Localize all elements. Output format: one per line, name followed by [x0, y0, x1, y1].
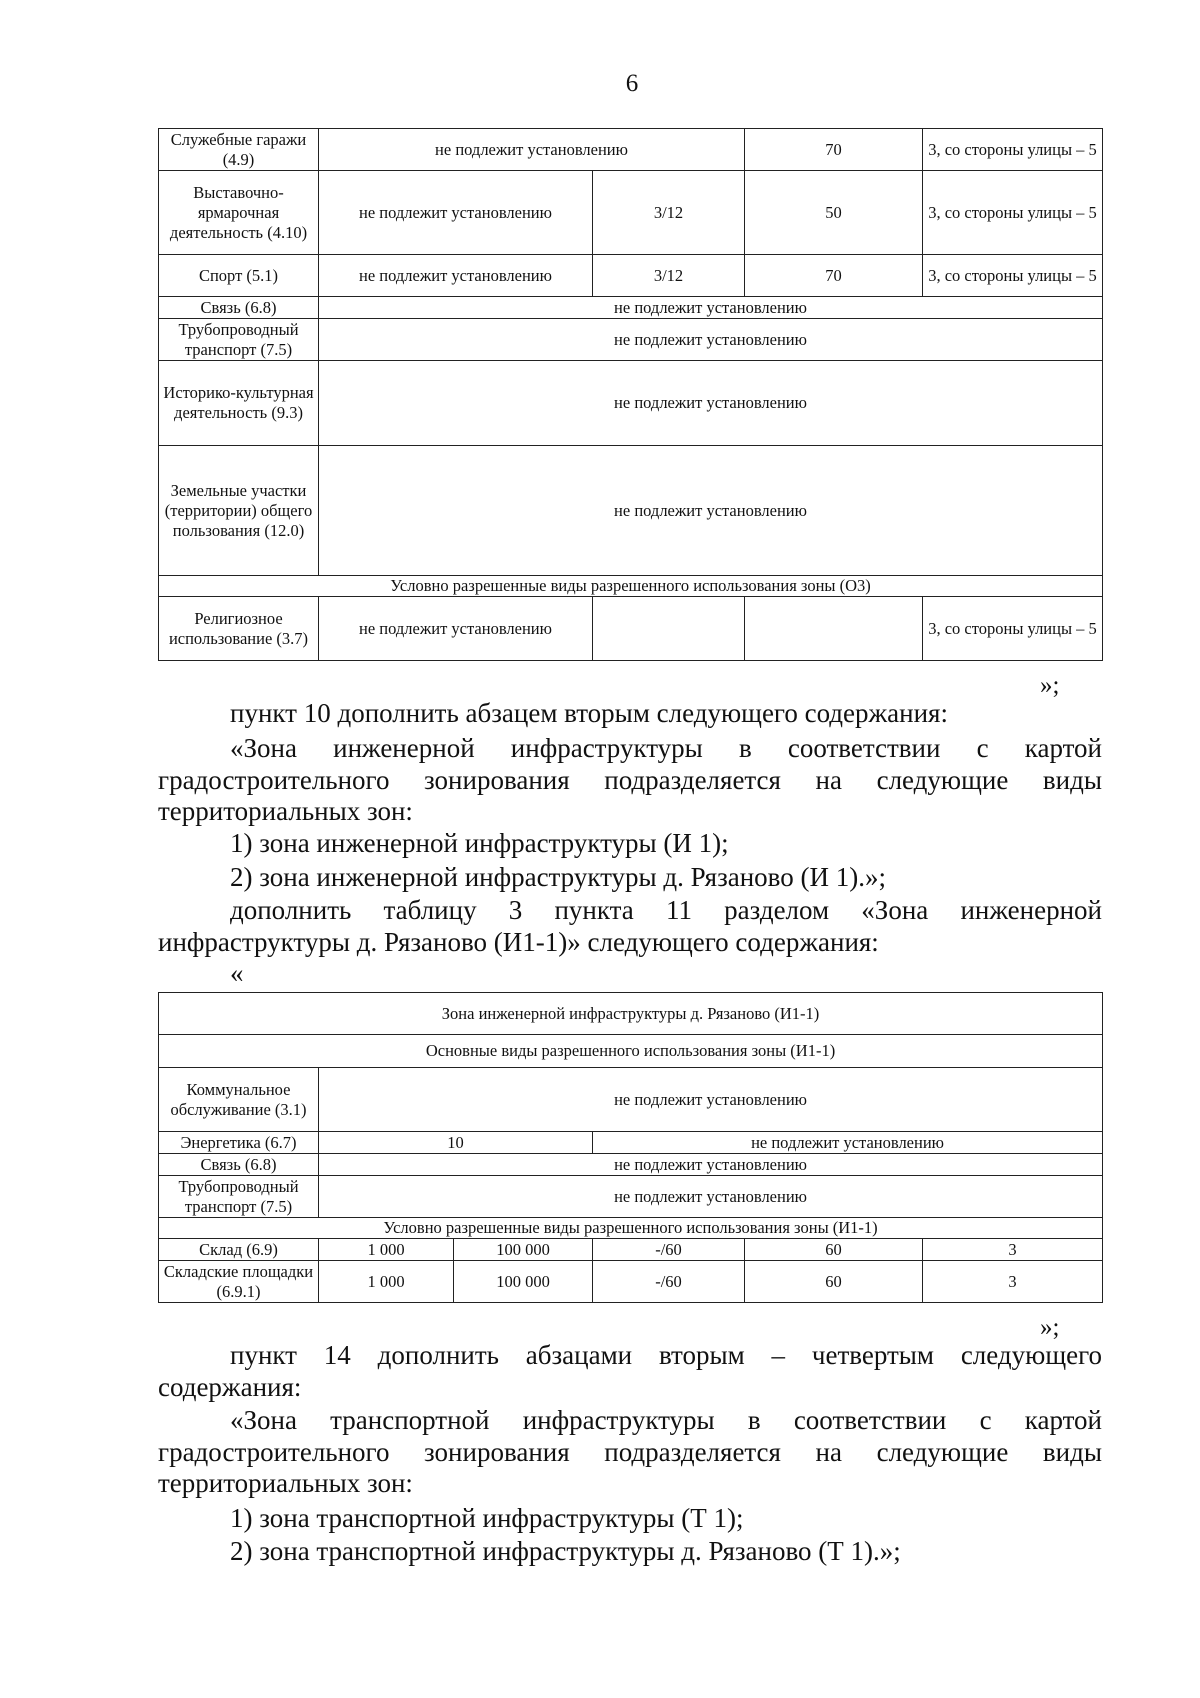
table-row [159, 319, 1103, 361]
cell-value: не подлежит установлению [319, 255, 593, 297]
row-name: Историко-культурная деятельность (9.3) [159, 361, 319, 446]
paragraph-engineering-zone: «Зона инженерной инфраструктуры в соответствии с картой градостроительного зонирования подразделяется на следующие виды территориальных зон: [158, 733, 1102, 826]
opening-quote: « [230, 958, 244, 988]
cell-value: 100 000 [454, 1239, 593, 1261]
row-name: Связь (6.8) [159, 1154, 319, 1176]
cell-value: 1 000 [319, 1239, 454, 1261]
section-heading: Условно разрешенные виды разрешенного использования зоны (И1-1) [159, 1218, 1103, 1239]
cell-value: 50 [745, 171, 923, 255]
row-name: Трубопроводный транспорт (7.5) [159, 319, 319, 361]
cell-value: 3, со стороны улицы – 5 [923, 171, 1103, 255]
cell-value: не подлежит установлению [319, 446, 1103, 576]
closing-quote: »; [1040, 1314, 1060, 1341]
cell-value: не подлежит установлению [319, 1154, 1103, 1176]
cell-value: 3, со стороны улицы – 5 [923, 129, 1103, 171]
zone-i1-1-table [158, 992, 1103, 1303]
row-name: Земельные участки (территории) общего пользования (12.0) [159, 446, 319, 576]
row-name: Складские площадки (6.9.1) [159, 1261, 319, 1303]
paragraph-add-table: дополнить таблицу 3 пункта 11 разделом «Зона инженерной инфраструктуры д. Рязаново (И1-1)» следующего содержания: [158, 895, 1102, 957]
cell-value: 100 000 [454, 1261, 593, 1303]
cell-value: 3/12 [593, 255, 745, 297]
table-row [159, 171, 1103, 255]
list-item: 1) зона инженерной инфраструктуры (И 1); [230, 828, 729, 858]
list-item: 2) зона инженерной инфраструктуры д. Рязаново (И 1).»; [230, 862, 886, 892]
cell-value: не подлежит установлению [319, 319, 1103, 361]
page-number: 6 [625, 70, 639, 97]
table-row [159, 297, 1103, 319]
cell-value: не подлежит установлению [593, 1132, 1103, 1154]
paragraph-item-10: пункт 10 дополнить абзацем вторым следующего содержания: [230, 698, 948, 728]
cell-value [745, 597, 923, 661]
cell-value: 60 [745, 1261, 923, 1303]
list-item: 1) зона транспортной инфраструктуры (Т 1); [230, 1503, 744, 1533]
cell-value: не подлежит установлению [319, 597, 593, 661]
cell-value: 3 [923, 1239, 1103, 1261]
table-row [159, 129, 1103, 171]
cell-value: 3/12 [593, 171, 745, 255]
table-row [159, 446, 1103, 576]
closing-quote: »; [1040, 672, 1060, 699]
cell-value [593, 597, 745, 661]
paragraph-item-14: пункт 14 дополнить абзацами вторым – четвертым следующего содержания: [158, 1340, 1102, 1402]
row-name: Выставочно-ярмарочная деятельность (4.10) [159, 171, 319, 255]
row-name: Коммунальное обслуживание (3.1) [159, 1068, 319, 1132]
cell-value: не подлежит установлению [319, 361, 1103, 446]
table-title: Зона инженерной инфраструктуры д. Рязаново (И1-1) [159, 993, 1103, 1035]
section-heading: Условно разрешенные виды разрешенного использования зоны (О3) [159, 576, 1103, 597]
row-name: Спорт (5.1) [159, 255, 319, 297]
cell-value: 70 [745, 129, 923, 171]
paragraph-transport-zone: «Зона транспортной инфраструктуры в соответствии с картой градостроительного зонирования подразделяется на следующие виды территориальных зон: [158, 1405, 1102, 1498]
cell-value: не подлежит установлению [319, 171, 593, 255]
cell-value: не подлежит установлению [319, 297, 1103, 319]
row-name: Склад (6.9) [159, 1239, 319, 1261]
cell-value: 3 [923, 1261, 1103, 1303]
cell-value: 1 000 [319, 1261, 454, 1303]
cell-value: -/60 [593, 1261, 745, 1303]
list-item: 2) зона транспортной инфраструктуры д. Рязаново (Т 1).»; [230, 1536, 901, 1566]
table-row [159, 597, 1103, 661]
zone-o3-table [158, 128, 1103, 661]
row-name: Религиозное использование (3.7) [159, 597, 319, 661]
cell-value: не подлежит установлению [319, 1068, 1103, 1132]
section-heading: Основные виды разрешенного использования зоны (И1-1) [159, 1035, 1103, 1068]
table-row [159, 576, 1103, 597]
cell-value: 70 [745, 255, 923, 297]
table-row [159, 255, 1103, 297]
table-row [159, 361, 1103, 446]
cell-value: не подлежит установлению [319, 129, 745, 171]
cell-value: 3, со стороны улицы – 5 [923, 597, 1103, 661]
cell-value: 3, со стороны улицы – 5 [923, 255, 1103, 297]
row-name: Связь (6.8) [159, 297, 319, 319]
cell-value: 10 [319, 1132, 593, 1154]
row-name: Трубопроводный транспорт (7.5) [159, 1176, 319, 1218]
cell-value: -/60 [593, 1239, 745, 1261]
cell-value: 60 [745, 1239, 923, 1261]
row-name: Энергетика (6.7) [159, 1132, 319, 1154]
cell-value: не подлежит установлению [319, 1176, 1103, 1218]
row-name: Служебные гаражи (4.9) [159, 129, 319, 171]
